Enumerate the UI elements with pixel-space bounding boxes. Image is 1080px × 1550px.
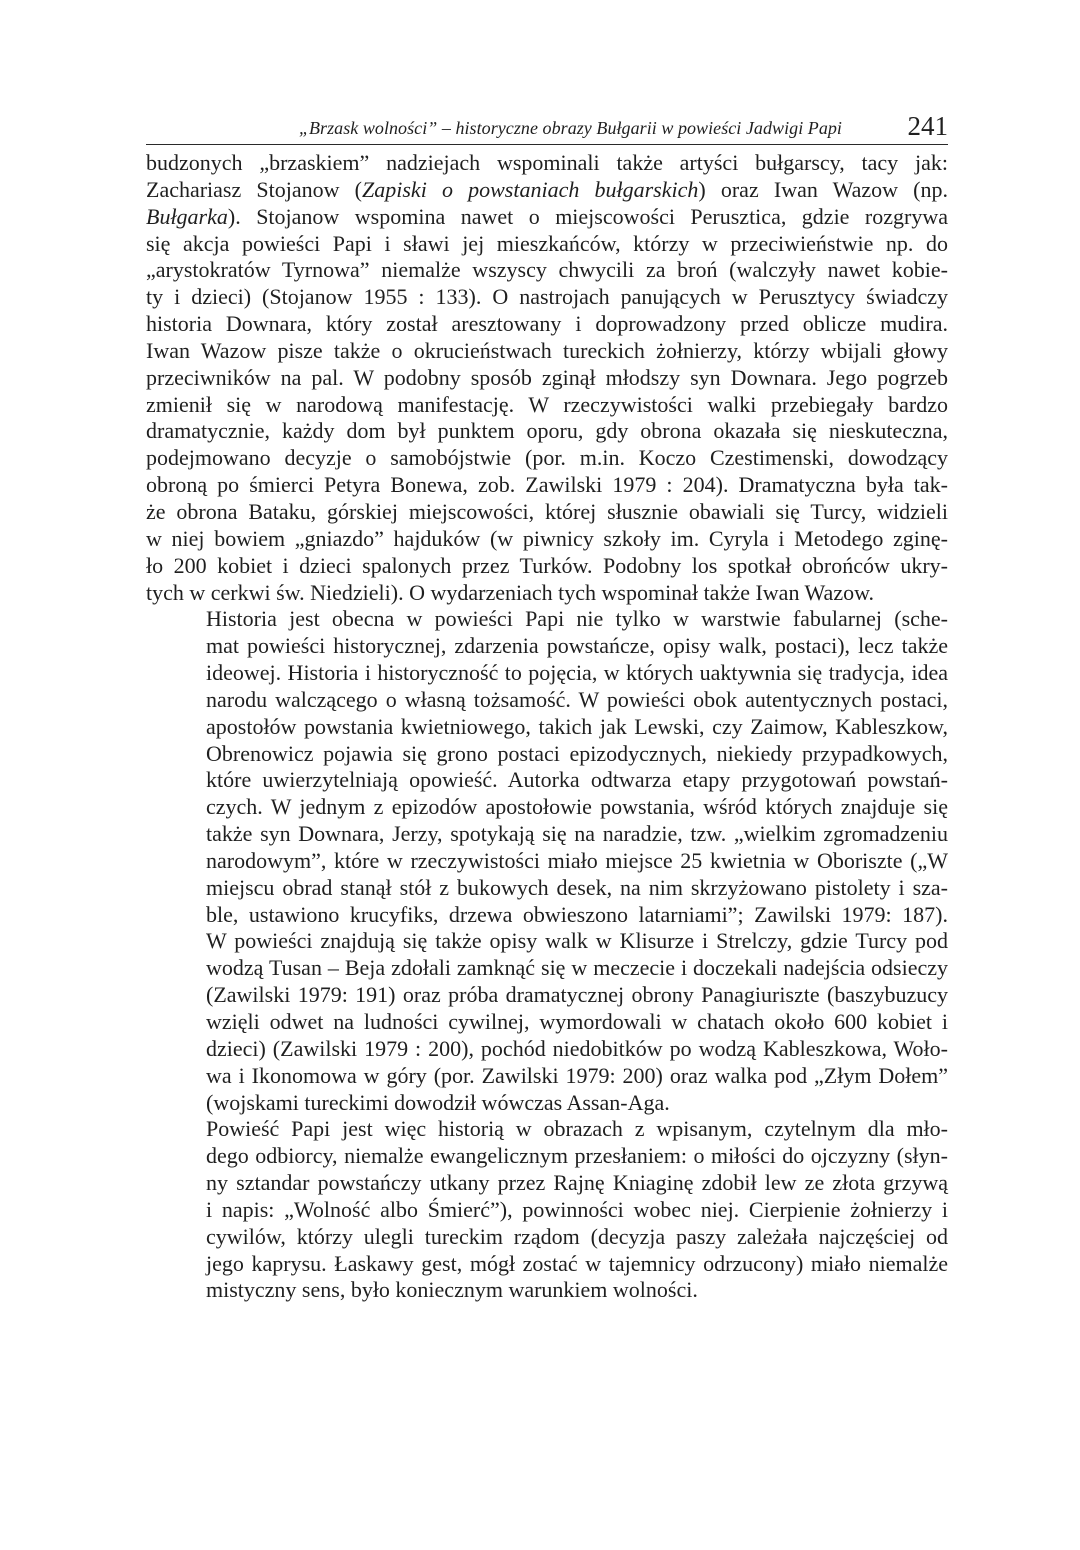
text-line	[146, 150, 948, 177]
text-line	[146, 1143, 948, 1170]
text-line	[146, 177, 948, 204]
text-segment: narodowym”, które w rzeczywistości miało miejsce 25 kwietnia w Oboriszte („W	[206, 847, 948, 873]
text-line	[146, 821, 948, 848]
text-segment: (Zawilski 1979: 191) oraz próba dramatycznej obrony Panagiuriszte (baszybuzucy	[206, 982, 948, 1008]
text-segment: które uwierzytelniają opowieść. Autorka odtwarza etapy przygotowań powstań-	[206, 767, 948, 793]
text-segment: zmienił się w narodową manifestację. W rzeczywistości walki przebiegały bardzo	[146, 391, 948, 417]
text-segment: Iwan Wazow pisze także o okrucieństwach tureckich żołnierzy, którzy wbijali głowy	[146, 337, 948, 363]
text-segment: wodzą Tusan – Beja zdołali zamknąć się w meczecie i doczekali nadejścia odsieczy	[206, 955, 948, 981]
text-segment: że obrona Bataku, górskiej miejscowości, której słusznie obawiali się Turcy, widzieli	[146, 498, 948, 524]
text-line	[146, 1009, 948, 1036]
text-segment: się akcja powieści Papi i sławi jej mieszkańców, którzy w przeciwieństwie np. do	[146, 230, 948, 256]
text-line	[146, 204, 948, 231]
text-segment: Obrenowicz pojawia się grono postaci epizodycznych, niekiedy przypadkowych,	[206, 740, 948, 766]
text-segment: (wojskami tureckimi dowodził wówczas Assan-Aga.	[206, 1089, 670, 1115]
text-segment: w niej bowiem „gniazdo” hajduków (w piwnicy szkoły im. Cyryla i Metodego zginę-	[146, 525, 948, 551]
text-segment: tych w cerkwi św. Niedzieli). O wydarzeniach tych wspominał także Iwan Wazow.	[146, 579, 875, 605]
text-segment: W powieści znajdują się także opisy walk w Klisurze i Strelczy, gdzie Turcy pod	[206, 928, 948, 954]
text-line	[146, 902, 948, 929]
text-segment: budzonych „brzaskiem” nadziejach wspominali także artyści bułgarscy, tacy jak:	[146, 150, 948, 175]
text-segment: mat powieści historycznej, zdarzenia powstańcze, opisy walk, postaci), lecz także	[206, 633, 948, 659]
text-line	[146, 955, 948, 982]
text-segment: wzięli odwet na ludności cywilnej, wymordowali w chatach około 600 kobiet i	[206, 1009, 948, 1034]
paragraph-2	[146, 606, 948, 1116]
text-segment: przeciwników na pal. W podobny sposób zginął młodszy syn Downara. Jego pogrzeb	[146, 364, 948, 390]
text-segment: dzieci) (Zawilski 1979 : 200), pochód niedobitków po wodzą Kableszkowa, Woło-	[206, 1035, 948, 1061]
running-title: „Brzask wolności” – historyczne obrazy Bułgarii w powieści Jadwigi Papi	[298, 118, 842, 138]
text-segment: Historia jest obecna w powieści Papi nie tylko w warstwie fabularnej (sche-	[206, 606, 948, 632]
text-line	[146, 526, 948, 553]
text-line	[146, 553, 948, 580]
text-segment: dramatycznie, każdy dom był punktem oporu, gdy obrona okazała się nieskuteczna,	[146, 418, 948, 444]
text-segment: „arystokratów Tyrnowa” niemalże wszyscy chwycili za broń (walczyły nawet kobie-	[146, 257, 948, 283]
text-line	[146, 580, 948, 607]
text-line	[146, 687, 948, 714]
text-line	[146, 1251, 948, 1278]
italic-title: Zapiski o powstaniach bułgarskich	[362, 176, 699, 202]
body-text	[146, 150, 948, 1304]
text-segment: apostołów powstania kwietniowego, takich jak Lewski, czy Zaimow, Kableszkow,	[206, 713, 948, 739]
text-line	[146, 1036, 948, 1063]
text-line	[146, 982, 948, 1009]
text-line	[146, 1224, 948, 1251]
text-line	[146, 499, 948, 526]
text-line	[146, 231, 948, 258]
text-segment: ble, ustawiono krucyfiks, drzewa obwieszono latarniami”; Zawilski 1979: 187).	[206, 901, 948, 927]
text-segment: dego odbiorcy, niemalże ewangelicznym przesłaniem: o miłości do ojczyzny (słyn-	[206, 1143, 948, 1169]
text-line	[146, 606, 948, 633]
text-line	[146, 1090, 948, 1117]
text-segment: także syn Downara, Jerzy, spotykają się na naradzie, tzw. „wielkim zgromadzeniu	[206, 821, 948, 847]
text-segment: ) oraz Iwan Wazow (np.	[698, 176, 949, 202]
text-line	[146, 633, 948, 660]
text-segment: wa i Ikonomowa w góry (por. Zawilski 1979: 200) oraz walka pod „Złym Dołem”	[206, 1062, 948, 1088]
page-number: 241	[907, 111, 948, 141]
text-segment: czych. W jednym z epizodów apostołowie powstania, wśród których znajduje się	[206, 794, 948, 820]
text-segment: obroną po śmierci Petyra Bonewa, zob. Zawilski 1979 : 204). Dramatyczna była tak-	[146, 472, 948, 498]
text-line	[146, 928, 948, 955]
text-line	[146, 794, 948, 821]
text-segment: ło 200 kobiet i dzieci spalonych przez Turków. Podobny los spotkał obrońców ukry-	[146, 552, 948, 578]
text-line	[146, 660, 948, 687]
text-line	[146, 714, 948, 741]
italic-title: Bułgarka	[146, 203, 228, 229]
text-segment: Powieść Papi jest więc historią w obrazach z wpisanym, czytelnym dla mło-	[206, 1116, 948, 1142]
text-line	[146, 1116, 948, 1143]
running-header	[146, 108, 948, 145]
text-line	[146, 1170, 948, 1197]
text-segment: ty i dzieci) (Stojanow 1955 : 133). O nastrojach panujących w Perusztycy świadczy	[146, 284, 948, 310]
text-segment: historia Downara, który został aresztowany i doprowadzony przed oblicze mudira.	[146, 311, 948, 337]
text-segment: narodu walczącego o własną tożsamość. W powieści obok autentycznych postaci,	[206, 686, 948, 712]
text-segment: ny sztandar powstańczy utkany przez Rajnę Kniaginę zdobił lew ze złota grzywą	[206, 1170, 948, 1196]
text-line	[146, 875, 948, 902]
text-line	[146, 1197, 948, 1224]
paragraph-3	[146, 1116, 948, 1304]
text-segment: mistyczny sens, było koniecznym warunkiem wolności.	[206, 1277, 698, 1303]
text-line	[146, 418, 948, 445]
text-segment: podejmowano decyzje o samobójstwie (por. m.in. Koczo Czestimenski, dowodzący	[146, 445, 948, 471]
text-segment: jego kaprysu. Łaskawy gest, mógł zostać w tajemnicy odrzucony) miało niemalże	[206, 1250, 948, 1276]
text-line	[146, 741, 948, 768]
text-line	[146, 472, 948, 499]
text-line	[146, 338, 948, 365]
text-line	[146, 445, 948, 472]
paragraph-1	[146, 150, 948, 606]
text-line	[146, 848, 948, 875]
text-line	[146, 1277, 948, 1304]
text-segment: miejscu obrad stanął stół z bukowych desek, na nim skrzyżowano pistolety i sza-	[206, 874, 948, 900]
text-segment: i napis: „Wolność albo Śmierć”), powinności wobec niej. Cierpienie żołnierzy i	[206, 1196, 948, 1222]
text-segment: Zachariasz Stojanow (	[146, 176, 363, 202]
text-segment: ). Stojanow wspomina nawet o miejscowości Perusztica, gdzie rozgrywa	[227, 203, 948, 229]
text-line	[146, 284, 948, 311]
text-segment: ideowej. Historia i historyczność to pojęcia, w których uaktywnia się tradycja, idea	[206, 660, 948, 686]
text-line	[146, 1063, 948, 1090]
text-segment: cywilów, którzy ulegli tureckim rządom (decyzja paszy zależała najczęściej od	[206, 1223, 948, 1249]
text-line	[146, 257, 948, 284]
text-line	[146, 767, 948, 794]
text-line	[146, 365, 948, 392]
text-line	[146, 311, 948, 338]
text-line	[146, 392, 948, 419]
